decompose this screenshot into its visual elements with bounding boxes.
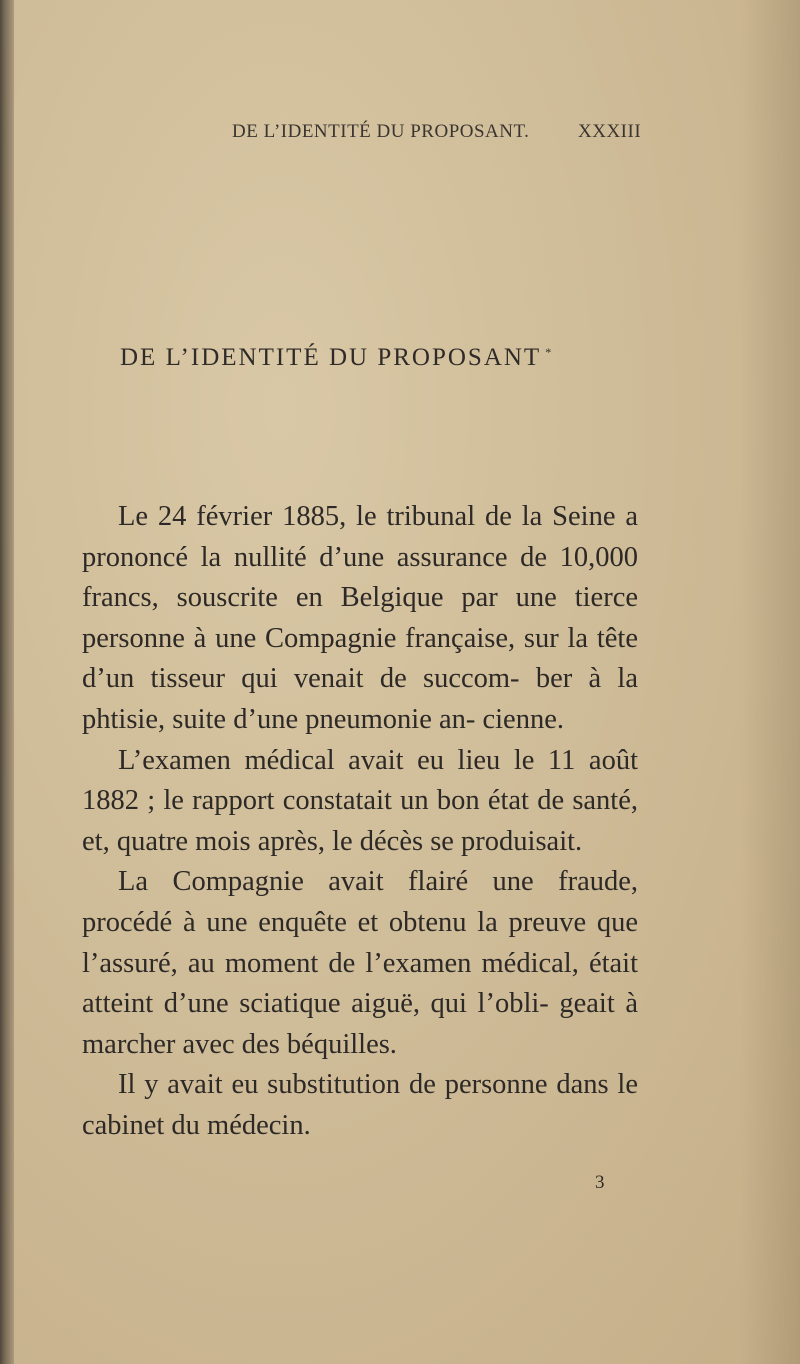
running-head <box>0 121 800 151</box>
page-binding-edge <box>0 0 14 1364</box>
paragraph: Le 24 février 1885, le tribunal de la Seine a prononcé la nullité d’une assurance de 10,000 francs, souscrite en Belgique par une tierce personne à une Compagnie française, sur la tête d’un tisseur qui venait de succom- ber à la phtisie, suite d’une pneumonie an- cienne. <box>82 501 638 735</box>
paragraph: L’examen médical avait eu lieu le 11 août 1882 ; le rapport constatait un bon état de santé, et, quatre mois après, le décès se produisait. <box>82 744 638 857</box>
page-shadow-edge <box>740 0 800 1364</box>
footnote-mark: * <box>545 344 554 359</box>
paragraph: Il y avait eu substitution de personne dans le cabinet du médecin. <box>82 1069 638 1141</box>
signature-mark: 3 <box>595 1172 605 1193</box>
paragraph: La Compagnie avait flairé une fraude, procédé à une enquête et obtenu la preuve que l’assuré, au moment de l’examen médical, était atteint d’une sciatique aiguë, qui l’obli- geait à marcher avec des béquilles. <box>82 866 638 1060</box>
page-number: XXXIII <box>578 121 642 142</box>
section-title-text: DE L’IDENTITÉ DU PROPOSANT <box>120 344 542 371</box>
body-text <box>82 497 638 1147</box>
running-head-title: DE L’IDENTITÉ DU PROPOSANT. <box>232 121 530 142</box>
section-title <box>120 344 553 372</box>
